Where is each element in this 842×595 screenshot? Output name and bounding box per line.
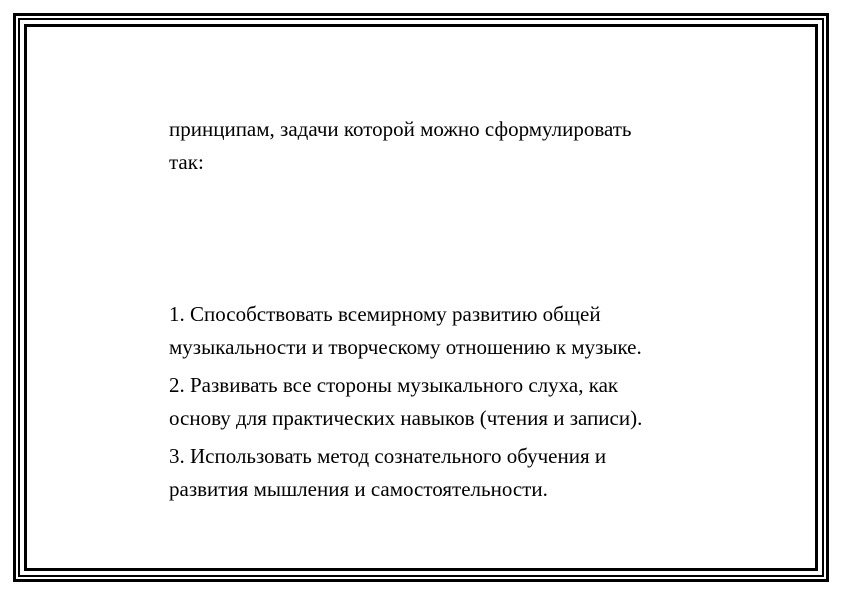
task-2-line-1: 2. Развивать все стороны музыкального слуха, как xyxy=(169,373,619,397)
intro-paragraph xyxy=(169,113,749,179)
task-list xyxy=(169,298,749,511)
task-item-3 xyxy=(169,440,749,506)
task-item-2 xyxy=(169,369,749,435)
task-item-1 xyxy=(169,298,749,364)
task-1-line-1: 1. Способствовать всемирному развитию общей xyxy=(169,302,601,326)
intro-line-1: принципам, задачи которой можно сформулировать xyxy=(169,117,632,141)
task-3-line-1: 3. Использовать метод сознательного обучения и xyxy=(169,444,607,468)
task-1-line-2: музыкальности и творческому отношению к музыке. xyxy=(169,335,642,359)
task-2-line-2: основу для практических навыков (чтения и записи). xyxy=(169,406,643,430)
intro-line-2: так: xyxy=(169,150,204,174)
task-3-line-2: развития мышления и самостоятельности. xyxy=(169,477,548,501)
